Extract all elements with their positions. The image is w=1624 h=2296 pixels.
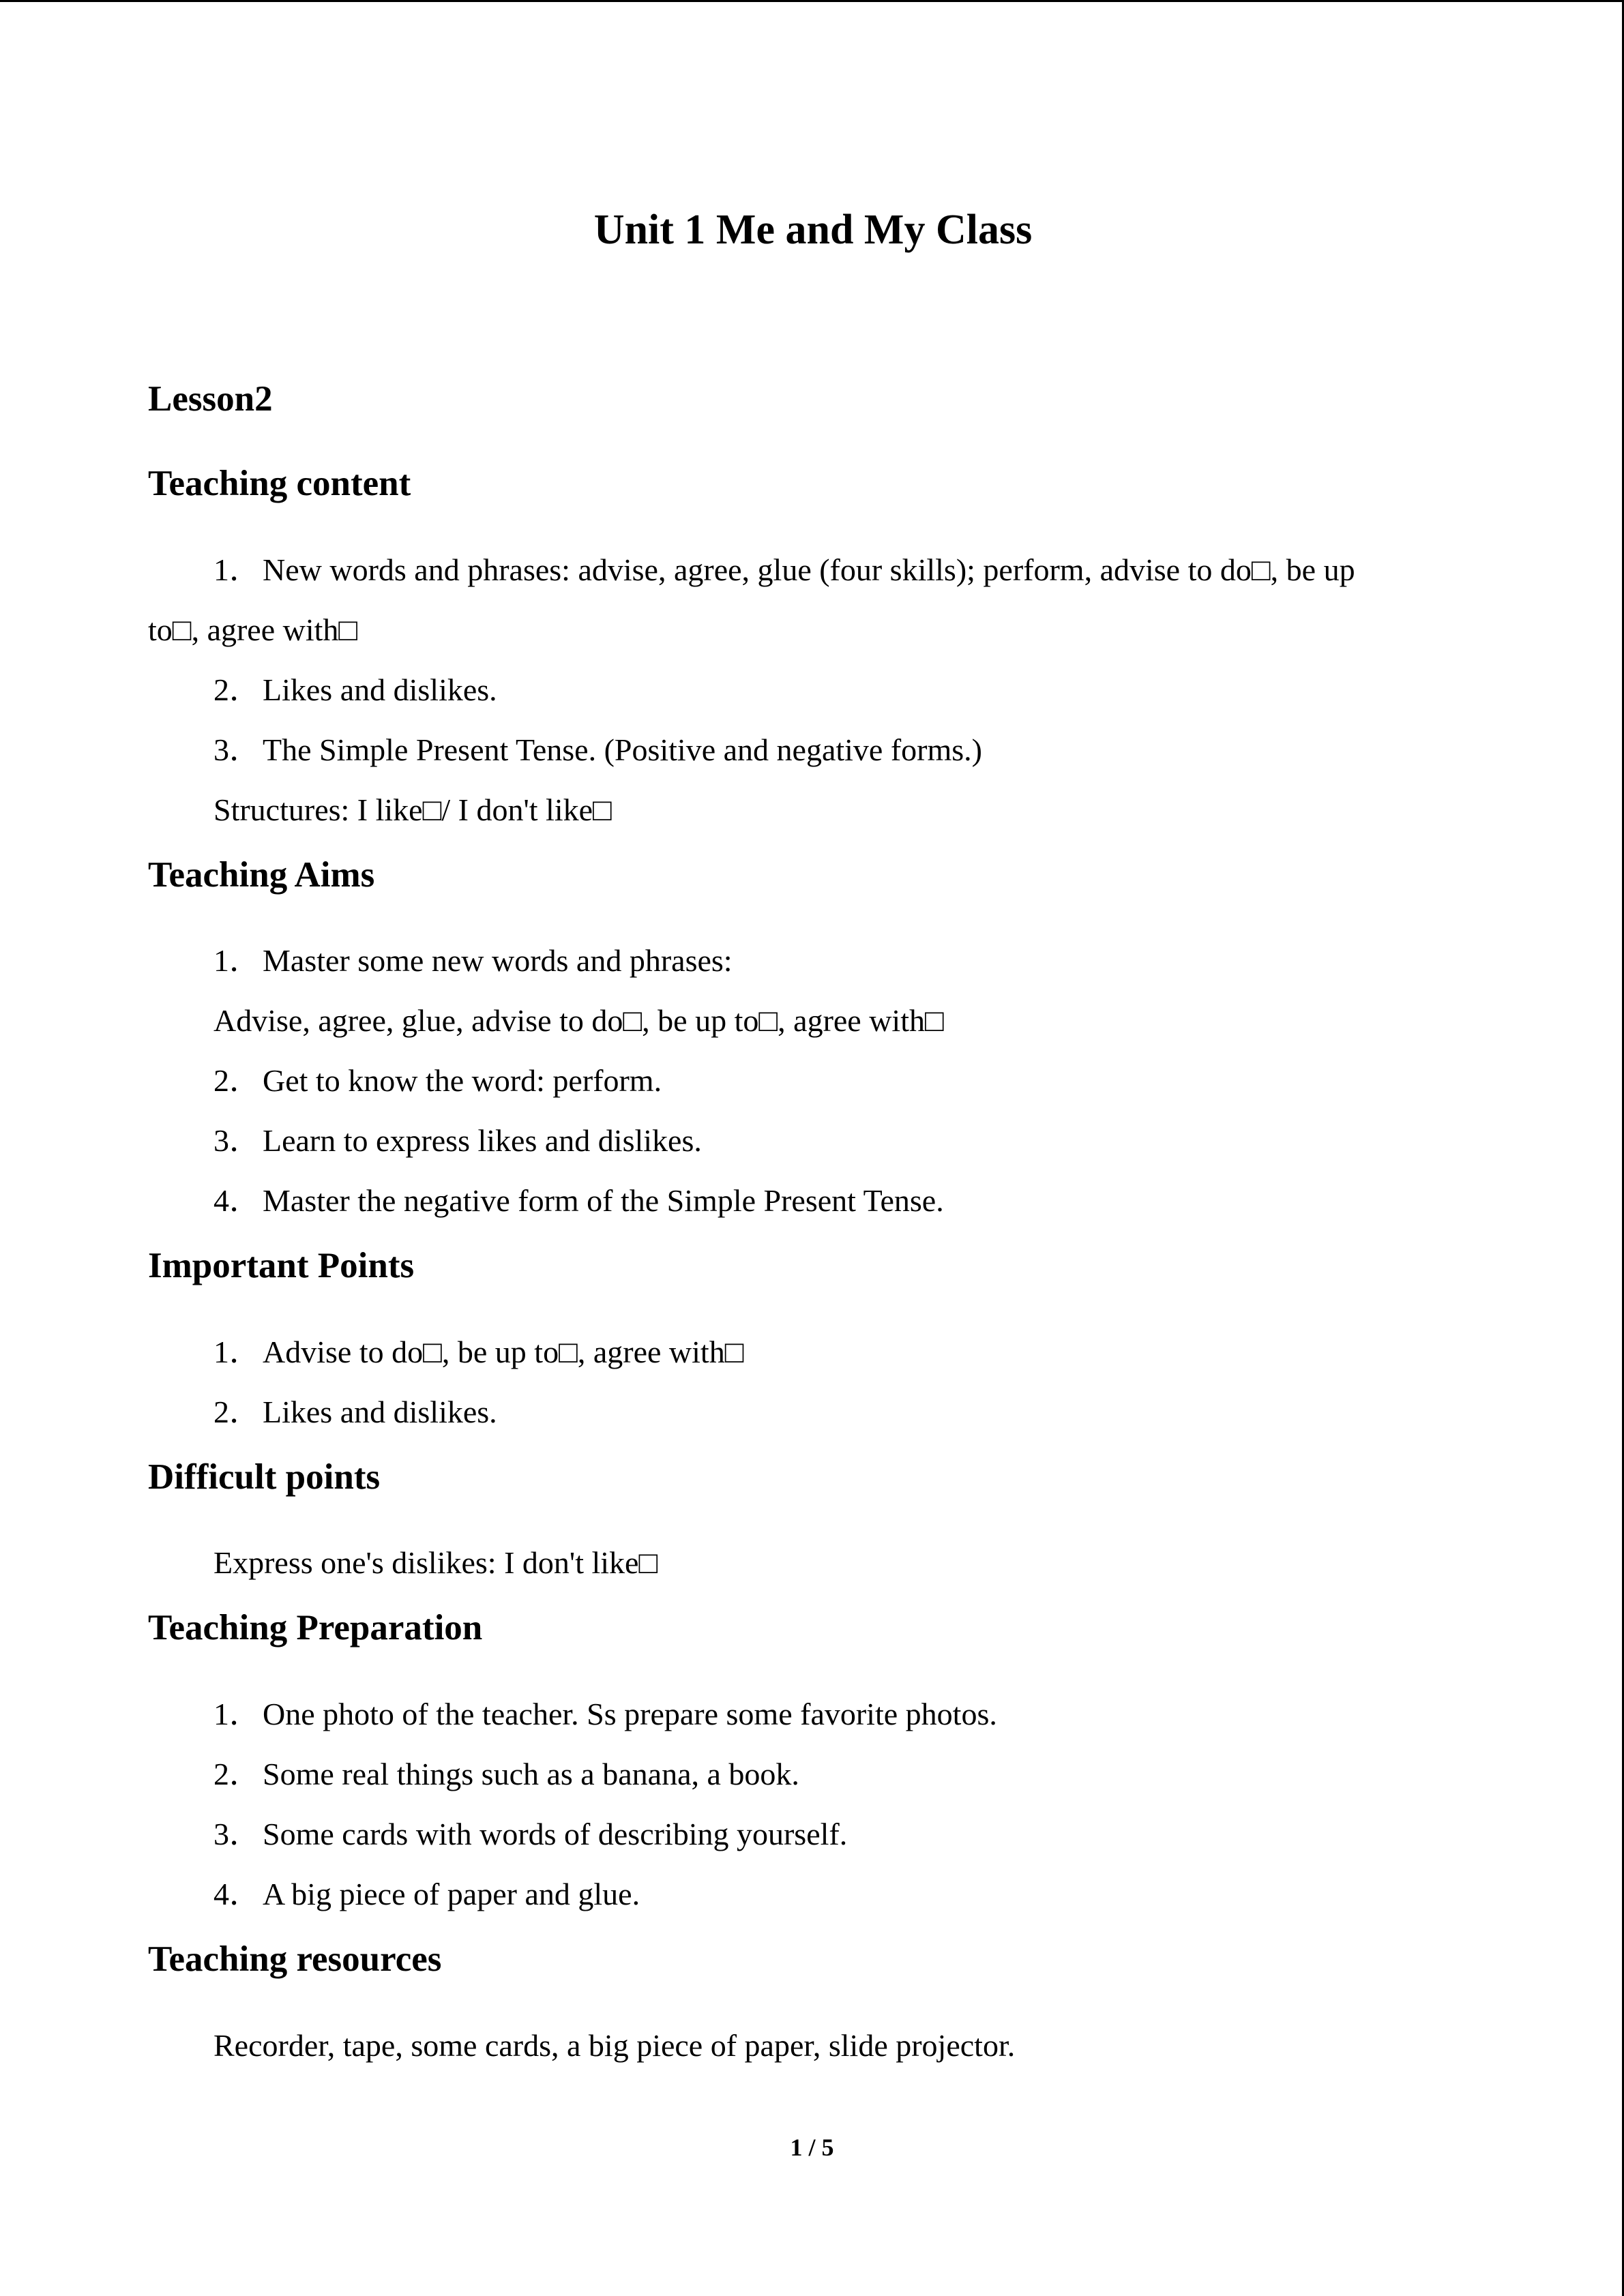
list-number: 1．: [213, 1696, 261, 1731]
document-title: Unit 1 Me and My Class: [593, 207, 1033, 253]
list-item: [148, 1804, 1478, 1864]
list-number: 3．: [213, 1123, 261, 1159]
list-item: [148, 1744, 1478, 1804]
list-item-text: Learn to express likes and dislikes.: [263, 1123, 702, 1159]
list-item-subline: Advise, agree, glue, advise to do□, be up to□, agree with□: [213, 1003, 944, 1039]
page-number: 1 / 5: [790, 2134, 834, 2161]
section-heading: Important Points: [148, 1246, 415, 1286]
list-item: [148, 720, 1478, 780]
paragraph: Express one's dislikes: I don't like□: [213, 1545, 658, 1581]
list-item-text: Master some new words and phrases:: [263, 943, 733, 979]
list-number: 2．: [213, 1063, 261, 1099]
list-item: [148, 1382, 1478, 1442]
section-difficult-points: [148, 1456, 1478, 1594]
list-item: [148, 1111, 1478, 1171]
list-item: [148, 1322, 1478, 1382]
list-number: 3．: [213, 1816, 261, 1851]
structures-line: Structures: I like□/ I don't like□: [213, 792, 612, 827]
paragraph: Recorder, tape, some cards, a big piece of paper, slide projector.: [213, 2027, 1016, 2063]
section-heading: Teaching Preparation: [148, 1608, 483, 1648]
section-heading: Teaching Aims: [148, 854, 375, 895]
list-number: 2．: [213, 1756, 261, 1791]
list-number: 2．: [213, 1394, 261, 1429]
section-important-points: [148, 1244, 1478, 1442]
list-item: [148, 931, 1478, 991]
list-item: [148, 1864, 1478, 1924]
list-number: 4．: [213, 1183, 261, 1219]
list-item-text: New words and phrases: advise, agree, glue (four skills); perform, advise to do□, be up: [263, 552, 1355, 587]
section-heading: Difficult points: [148, 1457, 381, 1497]
list-number: 2．: [213, 672, 261, 707]
list-number: 1．: [213, 1334, 261, 1369]
list-item-text: Get to know the word: perform.: [263, 1063, 662, 1099]
document-body: [148, 205, 1478, 2076]
list-number: 1．: [213, 552, 261, 587]
list-item: [148, 540, 1478, 600]
list-item-text: Some cards with words of describing yourself.: [263, 1816, 848, 1851]
list-number: 1．: [213, 943, 261, 979]
section-teaching-preparation: [148, 1607, 1478, 1924]
list-item-text: Likes and dislikes.: [263, 672, 497, 707]
section-teaching-aims: [148, 854, 1478, 1232]
section-heading: Teaching resources: [148, 1939, 442, 1979]
section-teaching-resources: [148, 1938, 1478, 2076]
list-item: [148, 1171, 1478, 1231]
list-item-text: Some real things such as a banana, a book.: [263, 1756, 799, 1791]
list-item-continuation: to□, agree with□: [148, 612, 358, 647]
list-item-text: Advise to do□, be up to□, agree with□: [263, 1334, 744, 1369]
lesson-heading: Lesson2: [148, 379, 273, 419]
section-heading: Teaching content: [148, 463, 411, 503]
page-top-border: [0, 0, 1624, 2]
list-item-text: Likes and dislikes.: [263, 1394, 497, 1429]
list-number: 3．: [213, 732, 261, 767]
list-item: [148, 1684, 1478, 1744]
list-number: 4．: [213, 1876, 261, 1911]
list-item-text: One photo of the teacher. Ss prepare some favorite photos.: [263, 1696, 997, 1731]
list-item-text: The Simple Present Tense. (Positive and negative forms.): [263, 732, 982, 767]
list-item: [148, 1051, 1478, 1111]
section-teaching-content: [148, 462, 1478, 840]
list-item-text: A big piece of paper and glue.: [263, 1876, 640, 1911]
list-item: [148, 660, 1478, 720]
list-item-text: Master the negative form of the Simple Present Tense.: [263, 1183, 944, 1219]
